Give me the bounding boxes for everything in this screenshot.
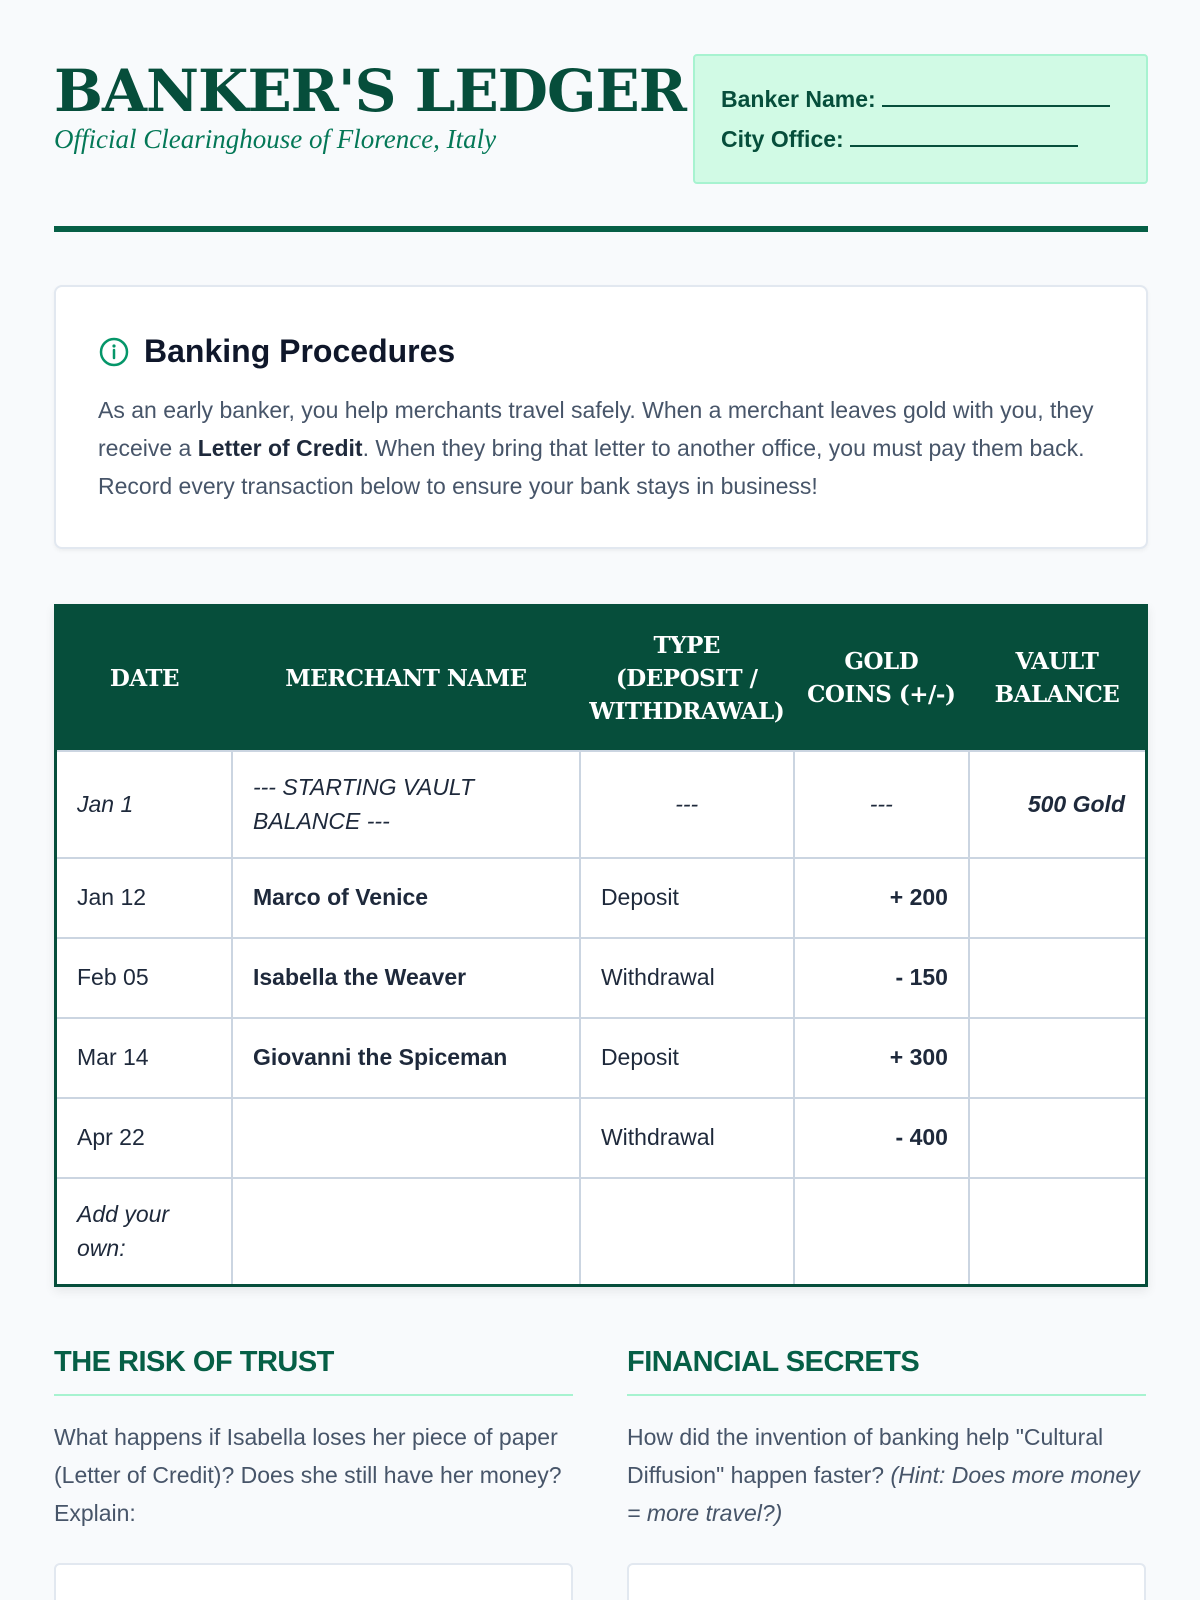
cell-blank[interactable] [580, 1178, 794, 1286]
cell-blank[interactable] [969, 1178, 1147, 1286]
starting-balance-row [56, 751, 1147, 858]
cell-balance: 500 Gold [969, 751, 1147, 858]
table-row [56, 938, 1147, 1018]
letter-of-credit-term: Letter of Credit [197, 435, 363, 461]
cell-balance-blank[interactable] [969, 1018, 1147, 1098]
ledger-table [54, 604, 1148, 1287]
cell-merchant: Giovanni the Spiceman [232, 1018, 580, 1098]
banker-name-field[interactable] [882, 87, 1110, 107]
cell-date: Apr 22 [56, 1098, 232, 1178]
cell-blank[interactable] [794, 1178, 969, 1286]
risk-of-trust-section [54, 1346, 573, 1532]
cell-type: Deposit [580, 858, 794, 938]
financial-secrets-hint: (Hint: Does more money = more travel?) [627, 1462, 1140, 1526]
cell-date: Mar 14 [56, 1018, 232, 1098]
cell-type: Withdrawal [580, 938, 794, 1018]
city-office-label: City Office: [721, 126, 844, 152]
cell-gold: --- [794, 751, 969, 858]
secrets-answer-box[interactable] [627, 1563, 1146, 1600]
banker-name-label: Banker Name: [721, 86, 876, 112]
risk-of-trust-title: THE RISK OF TRUST [54, 1346, 573, 1396]
table-row [56, 1018, 1147, 1098]
procedures-text [98, 391, 1108, 505]
risk-of-trust-question: What happens if Isabella loses her piece of paper (Letter of Credit)? Does she still have her money? Explain: [54, 1424, 562, 1526]
cell-type: --- [580, 751, 794, 858]
add-your-own-row [56, 1178, 1147, 1286]
cell-gold: + 300 [794, 1018, 969, 1098]
cell-gold: + 200 [794, 858, 969, 938]
add-your-own-placeholder[interactable]: Add your own: [56, 1178, 232, 1286]
cell-balance-blank[interactable] [969, 858, 1147, 938]
header-date: DATE [56, 606, 232, 751]
cell-type: Withdrawal [580, 1098, 794, 1178]
cell-date: Jan 12 [56, 858, 232, 938]
procedures-text-part: . When they bring that letter to another office, you must pay them back. Record every transaction below to ensure your bank stays in business! [98, 435, 1085, 499]
cell-merchant: Marco of Venice [232, 858, 580, 938]
city-office-field[interactable] [850, 127, 1078, 147]
cell-date: Jan 1 [56, 751, 232, 858]
procedures-title: Banking Procedures [144, 333, 456, 369]
city-office-line [721, 124, 1146, 164]
procedures-heading [98, 333, 455, 370]
header-merchant-name: MERCHANT NAME [232, 606, 580, 751]
cell-blank[interactable] [232, 1178, 580, 1286]
financial-secrets-question [627, 1418, 1146, 1532]
page-title: BANKER'S LEDGER [54, 57, 686, 125]
table-row [56, 858, 1147, 938]
cell-merchant-blank[interactable] [232, 1098, 580, 1178]
banker-id-box [693, 54, 1148, 184]
cell-type: Deposit [580, 1018, 794, 1098]
cell-balance-blank[interactable] [969, 1098, 1147, 1178]
cell-date: Feb 05 [56, 938, 232, 1018]
procedures-text-part: As an early banker, you help merchants travel safely. When a merchant leaves gold with you, they receive a [98, 397, 1094, 461]
ledger-header-row [56, 606, 1147, 751]
financial-secrets-text: How did the invention of banking help "Cultural Diffusion" happen faster? [627, 1424, 1104, 1488]
cell-merchant: --- STARTING VAULT BALANCE --- [232, 751, 580, 858]
header-type: TYPE (DEPOSIT / WITHDRAWAL) [580, 606, 794, 751]
cell-gold: - 150 [794, 938, 969, 1018]
page-header [54, 0, 1148, 232]
financial-secrets-title: FINANCIAL SECRETS [627, 1346, 1146, 1396]
header-vault-balance: VAULT BALANCE [969, 606, 1147, 751]
banking-procedures-card [54, 285, 1148, 549]
banker-name-line [721, 84, 1146, 124]
header-gold-coins: GOLD COINS (+/-) [794, 606, 969, 751]
page-subtitle: Official Clearinghouse of Florence, Italy [54, 124, 497, 154]
table-row [56, 1098, 1147, 1178]
worksheet-page [54, 0, 1148, 1526]
cell-balance-blank[interactable] [969, 938, 1147, 1018]
risk-answer-box[interactable] [54, 1563, 573, 1600]
cell-merchant: Isabella the Weaver [232, 938, 580, 1018]
info-icon [98, 336, 130, 368]
financial-secrets-section [627, 1346, 1146, 1532]
cell-gold: - 400 [794, 1098, 969, 1178]
